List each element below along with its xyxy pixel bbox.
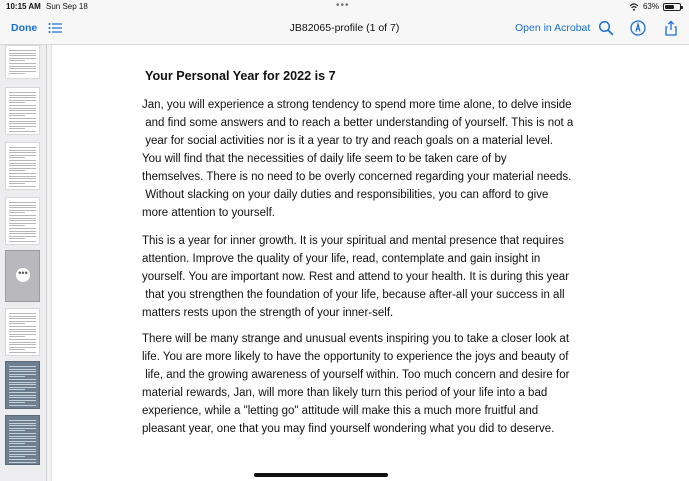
paragraph-3 bbox=[142, 330, 569, 438]
thumbnail-line bbox=[9, 176, 36, 177]
thumbnail-line bbox=[9, 113, 36, 114]
thumbnail-line bbox=[9, 384, 36, 385]
thumbnail-line bbox=[9, 241, 36, 242]
battery-fill bbox=[665, 5, 674, 9]
thumbnail-line bbox=[9, 160, 36, 161]
thumbnail-line bbox=[9, 60, 25, 61]
thumbnail-line bbox=[9, 334, 36, 335]
document-title: JB82065-profile (1 of 7) bbox=[289, 22, 400, 34]
text-line: pleasant year, one that you may find yourself wondering what you did to deserve. bbox=[142, 423, 555, 435]
thumbnail-line bbox=[9, 347, 36, 348]
thumbnail-line bbox=[9, 73, 25, 74]
thumbnail-line bbox=[9, 108, 36, 109]
battery-percent: 63% bbox=[642, 2, 659, 11]
thumbnail-line bbox=[9, 186, 36, 187]
thumbnail-line bbox=[9, 238, 25, 239]
status-date: Sun Sep 18 bbox=[46, 2, 88, 11]
thumbnail-line bbox=[9, 92, 36, 93]
thumbnail-line bbox=[9, 420, 36, 421]
page-thumbnail-2[interactable] bbox=[5, 87, 40, 135]
thumbnail-line bbox=[9, 329, 36, 330]
page-thumbnail-3[interactable] bbox=[5, 142, 40, 190]
thumbnail-line bbox=[9, 155, 36, 156]
text-line: This is a year for inner growth. It is your spiritual and mental presence that requires bbox=[142, 235, 564, 247]
text-line: more attention to yourself. bbox=[142, 207, 275, 219]
thumbnail-line bbox=[9, 459, 36, 460]
search-icon[interactable] bbox=[598, 20, 614, 36]
thumbnail-line bbox=[9, 436, 36, 437]
thumbnail-line bbox=[9, 168, 36, 169]
thumbnail-line bbox=[9, 321, 36, 322]
thumbnail-line bbox=[9, 342, 36, 343]
thumbnail-line bbox=[9, 170, 25, 171]
text-line: Jan, you will experience a strong tendency to spend more time alone, to delve inside bbox=[142, 99, 572, 111]
thumbnail-line bbox=[9, 215, 36, 216]
thumbnail-line bbox=[9, 428, 36, 429]
thumbnail-line bbox=[9, 371, 36, 372]
status-right-group bbox=[629, 2, 681, 11]
thumbnail-line bbox=[9, 115, 25, 116]
thumbnail-line bbox=[9, 163, 36, 164]
done-button[interactable]: Done bbox=[11, 22, 38, 34]
text-line: matters rests upon the strength of your inner-self. bbox=[142, 307, 394, 319]
page-thumbnail-8[interactable] bbox=[5, 415, 40, 465]
thumbnail-line bbox=[9, 433, 36, 434]
thumbnail-line bbox=[9, 53, 36, 54]
thumbnail-line bbox=[9, 110, 36, 111]
text-line: You will find that the necessities of daily life seem to be taken care of by bbox=[142, 153, 507, 165]
thumbnail-line bbox=[9, 366, 36, 367]
thumbnail-line bbox=[9, 68, 36, 69]
thumbnail-line bbox=[9, 66, 36, 67]
thumbnail-line bbox=[9, 231, 36, 232]
thumbnail-line bbox=[9, 376, 25, 377]
multitasking-dots-icon[interactable]: ••• bbox=[336, 0, 350, 11]
thumbnail-line bbox=[9, 462, 36, 463]
thumbnail-line bbox=[9, 236, 36, 237]
thumbnail-line bbox=[9, 212, 25, 213]
thumbnail-line bbox=[9, 181, 36, 182]
thumbnail-line bbox=[9, 207, 36, 208]
thumbnail-line bbox=[9, 183, 25, 184]
thumbnail-line bbox=[9, 165, 36, 166]
thumbnail-line bbox=[9, 220, 36, 221]
thumbnail-line bbox=[9, 131, 36, 132]
thumbnail-line bbox=[9, 395, 36, 396]
thumbnail-line bbox=[9, 58, 36, 59]
markup-icon[interactable] bbox=[630, 20, 646, 36]
page-heading: Your Personal Year for 2022 is 7 bbox=[145, 69, 336, 83]
thumbnail-line bbox=[9, 157, 25, 158]
text-line: yourself. You are important now. Rest and attend to your health. It is during this year bbox=[142, 271, 570, 283]
thumbnail-line bbox=[9, 402, 25, 403]
thumbnail-line bbox=[9, 374, 36, 375]
text-line: life, and the growing awareness of yourself within. Too much concern and desire for bbox=[142, 369, 570, 381]
thumbnail-line bbox=[9, 449, 36, 450]
thumbnail-line bbox=[9, 425, 36, 426]
thumbnail-line bbox=[9, 118, 36, 119]
thumbnail-line bbox=[9, 349, 25, 350]
text-line: themselves. There is no need to be overly concerned regarding your material needs. bbox=[142, 171, 572, 183]
text-line: experience, while a "letting go" attitude will make this a much more fruitful and bbox=[142, 405, 539, 417]
thumbnail-line bbox=[9, 454, 36, 455]
thumbnail-line bbox=[9, 223, 36, 224]
thumbnail-line bbox=[9, 102, 25, 103]
share-icon[interactable] bbox=[663, 20, 679, 36]
thumbnail-line bbox=[9, 95, 36, 96]
page-thumbnail-1[interactable] bbox=[5, 45, 40, 79]
page-thumbnail-5[interactable] bbox=[5, 250, 40, 302]
thumbnail-line bbox=[9, 63, 36, 64]
thumbnail-line bbox=[9, 147, 36, 148]
paragraph-2 bbox=[142, 232, 569, 322]
thumbnail-line bbox=[9, 379, 36, 380]
thumbnail-line bbox=[9, 71, 36, 72]
thumbnail-line bbox=[9, 121, 36, 122]
wifi-icon bbox=[629, 3, 639, 11]
thumbnail-line bbox=[9, 55, 36, 56]
thumbnail-line bbox=[9, 456, 25, 457]
thumbnail-line bbox=[9, 128, 25, 129]
thumbnail-sidebar bbox=[0, 45, 47, 481]
status-time: 10:15 AM bbox=[6, 2, 41, 11]
thumbnail-line bbox=[9, 218, 36, 219]
document-page[interactable] bbox=[51, 45, 689, 481]
thumbnail-line bbox=[9, 438, 36, 439]
open-in-acrobat-button[interactable]: Open in Acrobat bbox=[515, 22, 591, 34]
thumbnail-line bbox=[9, 233, 36, 234]
thumbnail-line bbox=[9, 202, 36, 203]
thumbnail-line bbox=[9, 50, 36, 51]
thumbnail-line bbox=[9, 126, 36, 127]
status-bar bbox=[0, 0, 689, 14]
text-line: life. You are more likely to have the opportunity to experience the joys and beauty of bbox=[142, 351, 569, 363]
thumbnail-line bbox=[9, 318, 36, 319]
text-line: that you strengthen the foundation of your life, because after-all your success in all bbox=[142, 289, 565, 301]
thumbnail-line bbox=[9, 97, 36, 98]
text-line: year for social activities nor is it a year to try and reach goals on a material level. bbox=[142, 135, 553, 147]
thumbnail-line bbox=[9, 178, 36, 179]
text-line: material rewards, Jan, will more than likely turn this period of your life into a bad bbox=[142, 387, 548, 399]
battery-icon bbox=[663, 3, 681, 11]
thumbnail-line bbox=[9, 352, 36, 353]
thumbnail-line bbox=[9, 150, 36, 151]
thumbnail-line bbox=[9, 423, 36, 424]
thumbnail-line bbox=[9, 210, 36, 211]
thumbnail-line bbox=[9, 316, 36, 317]
paragraph-1 bbox=[142, 96, 573, 222]
thumbnail-line bbox=[9, 225, 25, 226]
thumbnail-line bbox=[9, 326, 36, 327]
thumbnail-line bbox=[9, 313, 36, 314]
thumbnail-line bbox=[9, 331, 36, 332]
thumbnail-line bbox=[9, 152, 36, 153]
thumbnail-line bbox=[9, 344, 36, 345]
thumbnail-line bbox=[9, 451, 36, 452]
page-thumbnail-4[interactable] bbox=[5, 197, 40, 245]
text-line: Without slacking on your daily duties and responsibilities, you can afford to give bbox=[142, 189, 549, 201]
thumbnail-line bbox=[9, 123, 36, 124]
thumbnail-line bbox=[9, 369, 36, 370]
thumbnail-line bbox=[9, 339, 36, 340]
thumbnail-line bbox=[9, 405, 36, 406]
thumbnail-line bbox=[9, 392, 36, 393]
thumbnail-line bbox=[9, 389, 25, 390]
text-line: and find some answers and to reach a better understanding of yourself. This is not a bbox=[142, 117, 574, 129]
thumbnail-line bbox=[9, 105, 36, 106]
thumbnail-line bbox=[9, 446, 36, 447]
toolbar bbox=[0, 14, 689, 45]
thumbnail-line bbox=[9, 228, 36, 229]
text-line: attention. Improve the quality of your life, read, contemplate and gain insight in bbox=[142, 253, 541, 265]
thumbnail-line bbox=[9, 400, 36, 401]
thumbnail-line bbox=[9, 387, 36, 388]
page-thumbnail-6[interactable] bbox=[5, 308, 40, 356]
thumbnail-line bbox=[9, 382, 36, 383]
thumbnail-line bbox=[9, 323, 25, 324]
thumbnail-line bbox=[9, 443, 25, 444]
thumbnail-line bbox=[9, 173, 36, 174]
thumbnail-line bbox=[9, 397, 36, 398]
text-line: There will be many strange and unusual events inspiring you to take a closer look at bbox=[142, 333, 570, 345]
thumbnail-line bbox=[9, 100, 36, 101]
thumbnail-line bbox=[9, 205, 36, 206]
thumbnail-line bbox=[9, 430, 25, 431]
page-thumbnail-7[interactable] bbox=[5, 361, 40, 409]
thumbnail-line bbox=[9, 336, 25, 337]
more-options-icon[interactable]: ••• bbox=[16, 268, 30, 282]
home-indicator[interactable] bbox=[254, 473, 388, 477]
thumbnail-line bbox=[9, 441, 36, 442]
